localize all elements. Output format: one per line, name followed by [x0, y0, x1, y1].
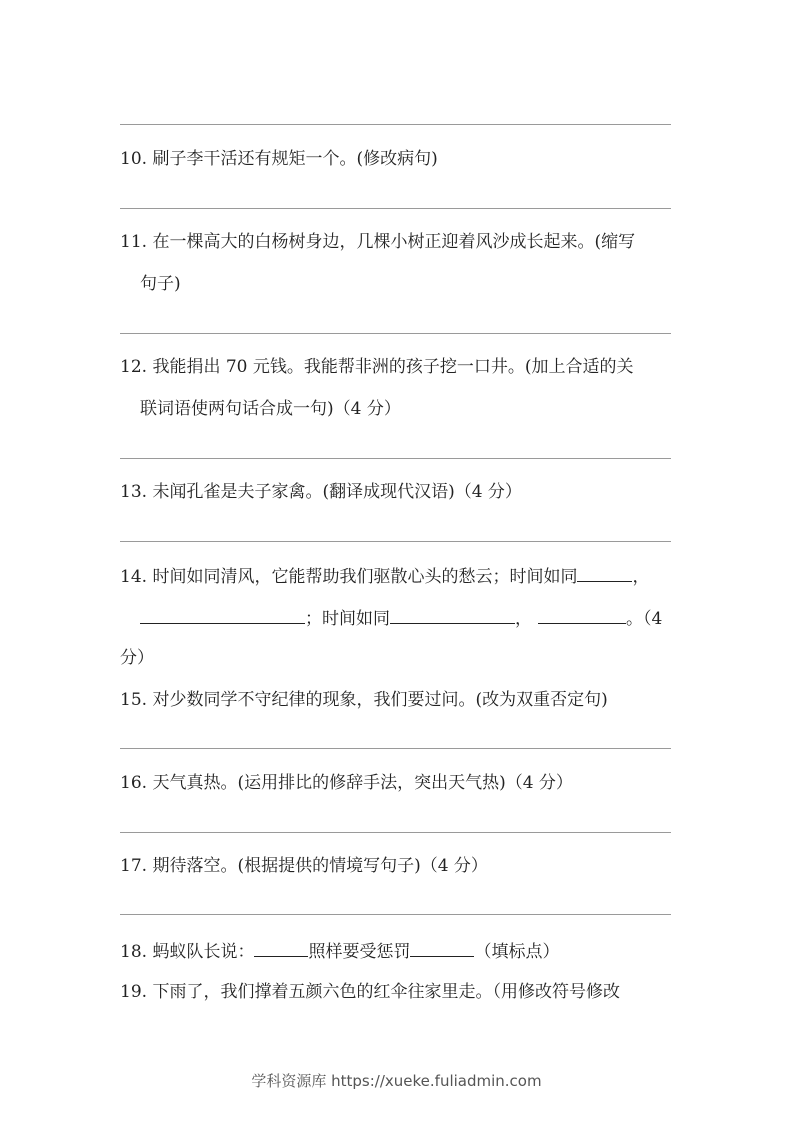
question-18-end: （填标点） [474, 942, 560, 962]
question-19: 19. 下雨了，我们撑着五颜六色的红伞往家里走。（用修改符号修改 [120, 982, 620, 1002]
answer-line [120, 832, 671, 833]
question-14-text: 14. 时间如同清风，它能帮助我们驱散心头的愁云；时间如同 [120, 567, 578, 587]
answer-line [120, 914, 671, 915]
answer-line [120, 124, 671, 125]
punctuation: ， [632, 567, 650, 587]
fill-blank[interactable] [140, 606, 305, 624]
question-13: 13. 未闻孔雀是夫子家禽。(翻译成现代汉语)（4 分） [120, 482, 522, 502]
question-11: 11. 在一棵高大的白杨树身边，几棵小树正迎着风沙成长起来。(缩写 [120, 232, 636, 252]
footer-watermark: 学科资源库 https://xueke.fuliadmin.com [251, 1072, 542, 1090]
question-10: 10. 刷子李干活还有规矩一个。(修改病句) [120, 149, 438, 169]
fill-blank[interactable] [410, 939, 474, 957]
question-14-end: 。（4 [626, 609, 663, 629]
answer-line [120, 458, 671, 459]
question-12: 12. 我能捐出 70 元钱。我能帮非洲的孩子挖一口井。(加上合适的关 [120, 357, 634, 377]
question-14 [120, 564, 649, 588]
question-11-cont: 句子) [140, 274, 181, 294]
question-14-cont [140, 606, 662, 630]
answer-line [120, 748, 671, 749]
question-14-score: 分） [120, 648, 154, 668]
fill-blank[interactable] [577, 564, 632, 582]
question-15: 15. 对少数同学不守纪律的现象，我们要过问。(改为双重否定句) [120, 690, 608, 710]
fill-blank[interactable] [390, 606, 515, 624]
question-18 [120, 939, 559, 963]
punctuation: ， [515, 609, 532, 629]
answer-line [120, 541, 671, 542]
question-12-cont: 联词语使两句话合成一句)（4 分） [140, 399, 401, 419]
question-14-mid: ；时间如同 [305, 609, 390, 629]
question-18-mid: 照样要受惩罚 [308, 942, 411, 962]
question-18-start: 18. 蚂蚁队长说： [120, 942, 255, 962]
question-17: 17. 期待落空。(根据提供的情境写句子)（4 分） [120, 856, 488, 876]
answer-line [120, 333, 671, 334]
fill-blank[interactable] [254, 939, 308, 957]
question-16: 16. 天气真热。(运用排比的修辞手法，突出天气热)（4 分） [120, 773, 573, 793]
fill-blank[interactable] [538, 606, 626, 624]
answer-line [120, 208, 671, 209]
